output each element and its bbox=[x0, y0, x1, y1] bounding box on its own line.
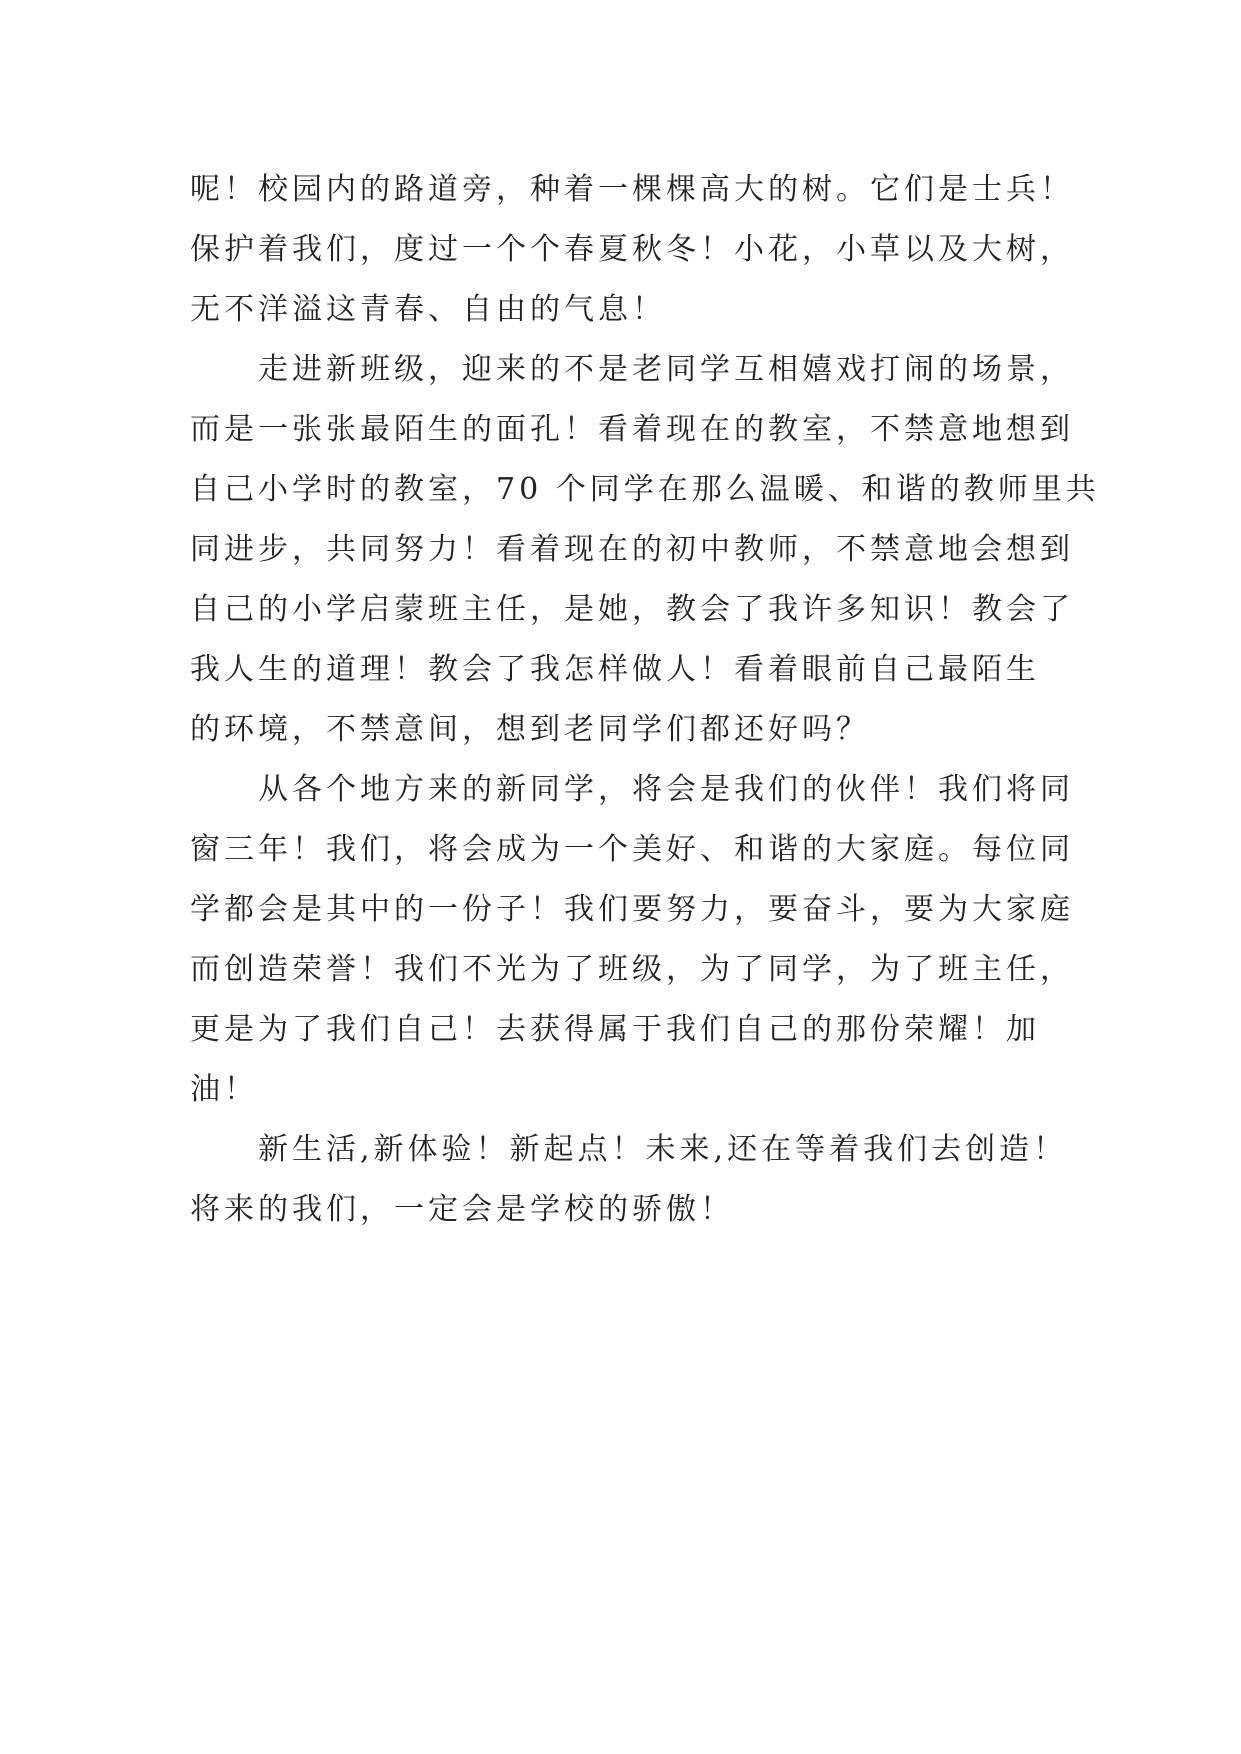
text-line: 保护着我们，度过一个个春夏秋冬！小花，小草以及大树， bbox=[190, 232, 1074, 267]
text-line: 而创造荣誉！我们不光为了班级，为了同学，为了班主任， bbox=[190, 952, 1074, 987]
text-line: 学都会是其中的一份子！我们要努力，要奋斗，要为大家庭 bbox=[190, 892, 1074, 927]
text-line: 我人生的道理！教会了我怎样做人！看着眼前自己最陌生 bbox=[190, 652, 1040, 687]
text-line: 窗三年！我们，将会成为一个美好、和谐的大家庭。每位同 bbox=[190, 832, 1074, 867]
document-body bbox=[190, 160, 1100, 1240]
text-line: 更是为了我们自己！去获得属于我们自己的那份荣耀！加 bbox=[190, 1012, 1040, 1047]
text-line: 无不洋溢这青春、自由的气息！ bbox=[190, 292, 666, 327]
paragraph-first-line: 走进新班级，迎来的不是老同学互相嬉戏打闹的场景， bbox=[258, 352, 1074, 387]
text-line: 呢！校园内的路道旁，种着一棵棵高大的树。它们是士兵！ bbox=[190, 172, 1074, 207]
paragraph-first-line: 新生活,新体验！新起点！未来,还在等着我们去创造！ bbox=[258, 1132, 1068, 1167]
text-line: 的环境，不禁意间，想到老同学们都还好吗？ bbox=[190, 712, 870, 747]
text-line: 自己小学时的教室，70 个同学在那么温暖、和谐的教师里共 bbox=[190, 472, 1100, 507]
text-line: 油！ bbox=[190, 1072, 258, 1107]
paragraph-first-line: 从各个地方来的新同学，将会是我们的伙伴！我们将同 bbox=[258, 772, 1074, 807]
text-line: 自己的小学启蒙班主任，是她，教会了我许多知识！教会了 bbox=[190, 592, 1074, 627]
text-line: 而是一张张最陌生的面孔！看着现在的教室，不禁意地想到 bbox=[190, 412, 1074, 447]
text-line: 同进步，共同努力！看着现在的初中教师，不禁意地会想到 bbox=[190, 532, 1074, 567]
text-line: 将来的我们，一定会是学校的骄傲！ bbox=[190, 1192, 734, 1227]
